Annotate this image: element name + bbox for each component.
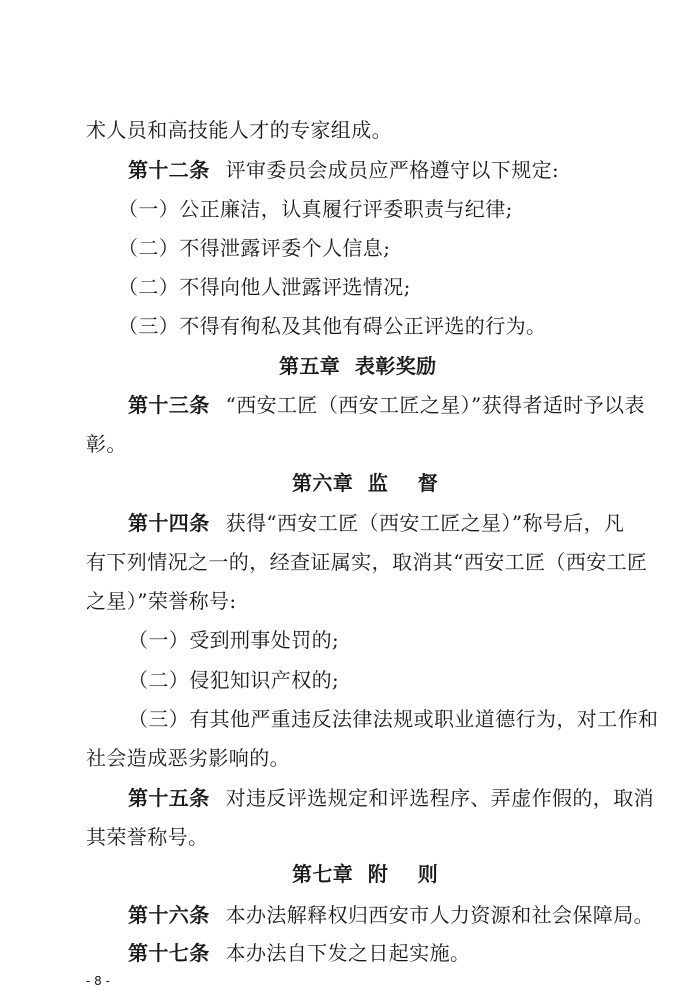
line-text: “西安工匠（西安工匠之星）”获得者适时予以表: [225, 393, 645, 417]
line-text: （二）侵犯知识产权的;: [128, 668, 340, 692]
article-16: [128, 903, 654, 927]
article-label: 第十六条: [128, 903, 210, 927]
heading-text: 第五章 表彰奖励: [279, 354, 437, 378]
chapter-heading: [292, 862, 438, 886]
line-text: 获得“西安工匠（西安工匠之星）”称号后，凡: [225, 511, 625, 535]
heading-text: 第七章 附 则: [292, 862, 439, 886]
paragraph-line: [86, 825, 208, 849]
heading-text: 第六章 监 督: [292, 471, 439, 495]
chapter-heading: [279, 354, 437, 378]
line-text: 术人员和高技能人才的专家组成。: [86, 118, 392, 142]
article-label: 第十三条: [128, 393, 210, 417]
line-text: 评审委员会成员应严格遵守以下规定:: [225, 158, 560, 182]
article-13: [128, 393, 645, 417]
paragraph-line: [86, 589, 237, 613]
list-item: [128, 668, 339, 692]
article-15: [128, 786, 654, 810]
page-number: - 8 -: [86, 974, 110, 988]
list-item: [118, 197, 513, 221]
list-item: [128, 628, 339, 652]
line-text: （三）有其他严重违反法律法规或职业道德行为，对工作和: [128, 707, 659, 731]
paragraph-line: [86, 118, 392, 142]
line-text: 对违反评选规定和评选程序、弄虚作假的，取消: [225, 786, 655, 810]
article-label: 第十二条: [128, 158, 210, 182]
line-text: （二）不得向他人泄露评选情况;: [118, 275, 411, 299]
paragraph-line: [86, 432, 127, 456]
line-text: （一）受到刑事处罚的;: [128, 628, 340, 652]
paragraph-line: [86, 550, 647, 574]
article-17: [128, 941, 470, 965]
line-text: 本办法自下发之日起实施。: [225, 941, 471, 965]
article-label: 第十五条: [128, 786, 210, 810]
article-14: [128, 511, 624, 535]
line-text: 社会造成恶劣影响的。: [86, 746, 290, 770]
article-label: 第十四条: [128, 511, 210, 535]
line-text: （二）不得泄露评委个人信息;: [118, 236, 391, 260]
line-text: 之星）”荣誉称号:: [86, 589, 237, 613]
line-text: 彰。: [86, 432, 127, 456]
line-text: （三）不得有徇私及其他有碍公正评选的行为。: [118, 314, 547, 338]
paragraph-line: [86, 746, 290, 770]
line-text: 其荣誉称号。: [86, 825, 209, 849]
line-text: （一）公正廉洁，认真履行评委职责与纪律;: [118, 197, 513, 221]
list-item: [118, 314, 546, 338]
chapter-heading: [292, 471, 438, 495]
line-text: 本办法解释权归西安市人力资源和社会保障局。: [225, 903, 655, 927]
list-item: [118, 275, 411, 299]
article-12: [128, 158, 559, 182]
article-label: 第十七条: [128, 941, 210, 965]
line-text: 有下列情况之一的，经查证属实，取消其“西安工匠（西安工匠: [86, 550, 648, 574]
list-item: [118, 236, 390, 260]
list-item: [128, 707, 658, 731]
